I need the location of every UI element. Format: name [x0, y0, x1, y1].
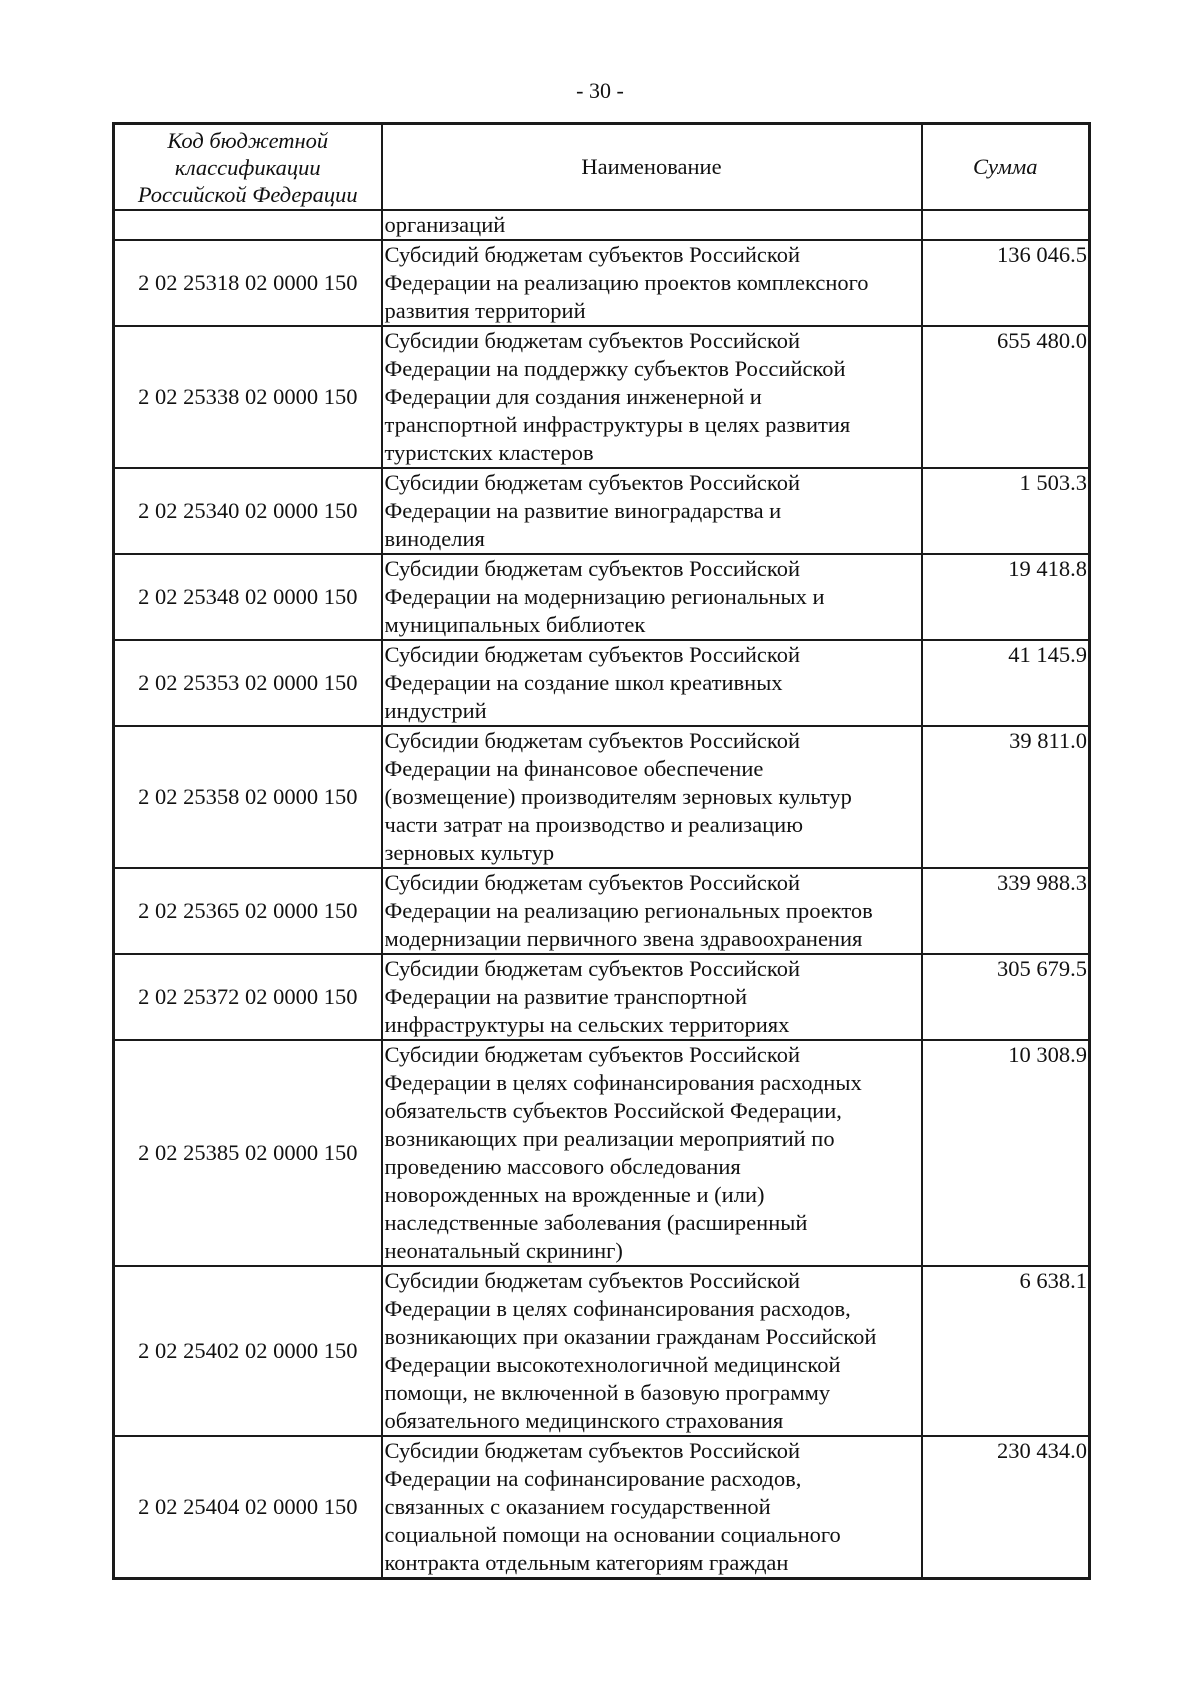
row-name-line: части затрат на производство и реализацию [384, 812, 804, 837]
row-name-line: неонатальный скрининг) [384, 1238, 623, 1263]
row-code: 2 02 25372 02 0000 150 [114, 954, 382, 1040]
row-sum: 1 503.3 [922, 468, 1090, 554]
row-code: 2 02 25353 02 0000 150 [114, 640, 382, 726]
row-name-line: Федерации для создания инженерной и [384, 384, 762, 409]
row-code: 2 02 25404 02 0000 150 [114, 1436, 382, 1579]
row-name [382, 1436, 922, 1579]
row-name [382, 954, 922, 1040]
table-body [114, 210, 1090, 1579]
row-name-line: (возмещение) производителям зерновых культур [384, 784, 852, 809]
row-name [382, 726, 922, 868]
row-name-line: Федерации на поддержку субъектов Российской [384, 356, 846, 381]
row-name-line: Федерации в целях софинансирования расходов, [384, 1296, 851, 1321]
table-header-row [114, 124, 1090, 211]
row-name-line: индустрий [384, 698, 487, 723]
row-name-line: обязательного медицинского страхования [384, 1408, 784, 1433]
table-row [114, 726, 1090, 868]
table-row [114, 1266, 1090, 1436]
row-name [382, 640, 922, 726]
row-name-line: Субсидии бюджетам субъектов Российской [384, 728, 800, 753]
header-code-line: Код бюджетной [167, 127, 329, 153]
row-name-line: обязательств субъектов Российской Федерации, [384, 1098, 842, 1123]
row-name [382, 468, 922, 554]
row-name-line: Федерации на софинансирование расходов, [384, 1466, 802, 1491]
row-name-line: Субсидии бюджетам субъектов Российской [384, 956, 800, 981]
row-sum: 655 480.0 [922, 326, 1090, 468]
row-name-line: Федерации в целях софинансирования расходных [384, 1070, 862, 1095]
budget-table [112, 122, 1091, 1580]
row-name-line: Федерации на финансовое обеспечение [384, 756, 764, 781]
row-name-line: Субсидии бюджетам субъектов Российской [384, 328, 800, 353]
row-sum [922, 210, 1090, 240]
row-name-line: Субсидии бюджетам субъектов Российской [384, 556, 800, 581]
row-sum: 39 811.0 [922, 726, 1090, 868]
row-sum: 230 434.0 [922, 1436, 1090, 1579]
header-code-line: классификации [174, 154, 321, 180]
row-name-line: транспортной инфраструктуры в целях развития [384, 412, 851, 437]
row-name-line: зерновых культур [384, 840, 555, 865]
row-name-line: Субсидий бюджетам субъектов Российской [384, 242, 800, 267]
row-code: 2 02 25402 02 0000 150 [114, 1266, 382, 1436]
row-name-line: Федерации на развитие виноградарства и [384, 498, 782, 523]
row-code: 2 02 25365 02 0000 150 [114, 868, 382, 954]
row-name [382, 240, 922, 326]
table-row [114, 1436, 1090, 1579]
row-sum: 10 308.9 [922, 1040, 1090, 1266]
row-sum: 6 638.1 [922, 1266, 1090, 1436]
row-code: 2 02 25338 02 0000 150 [114, 326, 382, 468]
row-name-line: Федерации на модернизацию региональных и [384, 584, 825, 609]
row-name-line: помощи, не включенной в базовую программу [384, 1380, 831, 1405]
row-name-line: связанных с оказанием государственной [384, 1494, 771, 1519]
table-row [114, 326, 1090, 468]
header-code-line: Российской Федерации [137, 181, 358, 207]
row-code: 2 02 25348 02 0000 150 [114, 554, 382, 640]
row-name-line: Субсидии бюджетам субъектов Российской [384, 870, 800, 895]
table-row [114, 954, 1090, 1040]
table-row [114, 1040, 1090, 1266]
page-number: - 30 - [576, 78, 624, 103]
row-sum: 136 046.5 [922, 240, 1090, 326]
row-name-line: модернизации первичного звена здравоохранения [384, 926, 863, 951]
row-name [382, 554, 922, 640]
row-code [114, 210, 382, 240]
row-name-line: Федерации на реализацию региональных проектов [384, 898, 873, 923]
row-code: 2 02 25385 02 0000 150 [114, 1040, 382, 1266]
row-name-line: Федерации на создание школ креативных [384, 670, 783, 695]
row-name [382, 868, 922, 954]
row-sum: 305 679.5 [922, 954, 1090, 1040]
row-name-line: Субсидии бюджетам субъектов Российской [384, 1042, 800, 1067]
row-name-line: проведению массового обследования [384, 1154, 741, 1179]
row-name-line: виноделия [384, 526, 485, 551]
row-name-line: муниципальных библиотек [384, 612, 646, 637]
row-sum: 19 418.8 [922, 554, 1090, 640]
row-name [382, 1266, 922, 1436]
budget-table-container [112, 122, 1088, 1580]
row-name-line: Федерации на реализацию проектов комплексного [384, 270, 869, 295]
row-name-line: Субсидии бюджетам субъектов Российской [384, 1268, 800, 1293]
header-sum: Сумма [922, 124, 1090, 211]
table-row [114, 468, 1090, 554]
row-name-line: контракта отдельным категориям граждан [384, 1550, 789, 1575]
row-sum: 41 145.9 [922, 640, 1090, 726]
row-name-line: новорожденных на врожденные и (или) [384, 1182, 765, 1207]
row-name-line: Федерации на развитие транспортной [384, 984, 748, 1009]
table-row [114, 868, 1090, 954]
table-row [114, 240, 1090, 326]
row-name-line: Федерации высокотехнологичной медицинской [384, 1352, 841, 1377]
row-name-line: Субсидии бюджетам субъектов Российской [384, 470, 800, 495]
table-row [114, 554, 1090, 640]
header-code [114, 124, 382, 211]
row-name-line: возникающих при реализации мероприятий по [384, 1126, 835, 1151]
row-name-line: развития территорий [384, 298, 586, 323]
row-name-line: Субсидии бюджетам субъектов Российской [384, 642, 800, 667]
row-name-line: социальной помощи на основании социального [384, 1522, 841, 1547]
row-name-line: организаций [384, 212, 506, 237]
row-name-line: наследственные заболевания (расширенный [384, 1210, 808, 1235]
row-name-line: инфраструктуры на сельских территориях [384, 1012, 790, 1037]
row-name [382, 1040, 922, 1266]
row-name [382, 326, 922, 468]
row-code: 2 02 25318 02 0000 150 [114, 240, 382, 326]
header-name: Наименование [382, 124, 922, 211]
row-name [382, 210, 922, 240]
row-sum: 339 988.3 [922, 868, 1090, 954]
row-name-line: Субсидии бюджетам субъектов Российской [384, 1438, 800, 1463]
table-row [114, 210, 1090, 240]
row-name-line: туристских кластеров [384, 440, 594, 465]
row-name-line: возникающих при оказании гражданам Российской [384, 1324, 877, 1349]
row-code: 2 02 25358 02 0000 150 [114, 726, 382, 868]
table-row [114, 640, 1090, 726]
row-code: 2 02 25340 02 0000 150 [114, 468, 382, 554]
